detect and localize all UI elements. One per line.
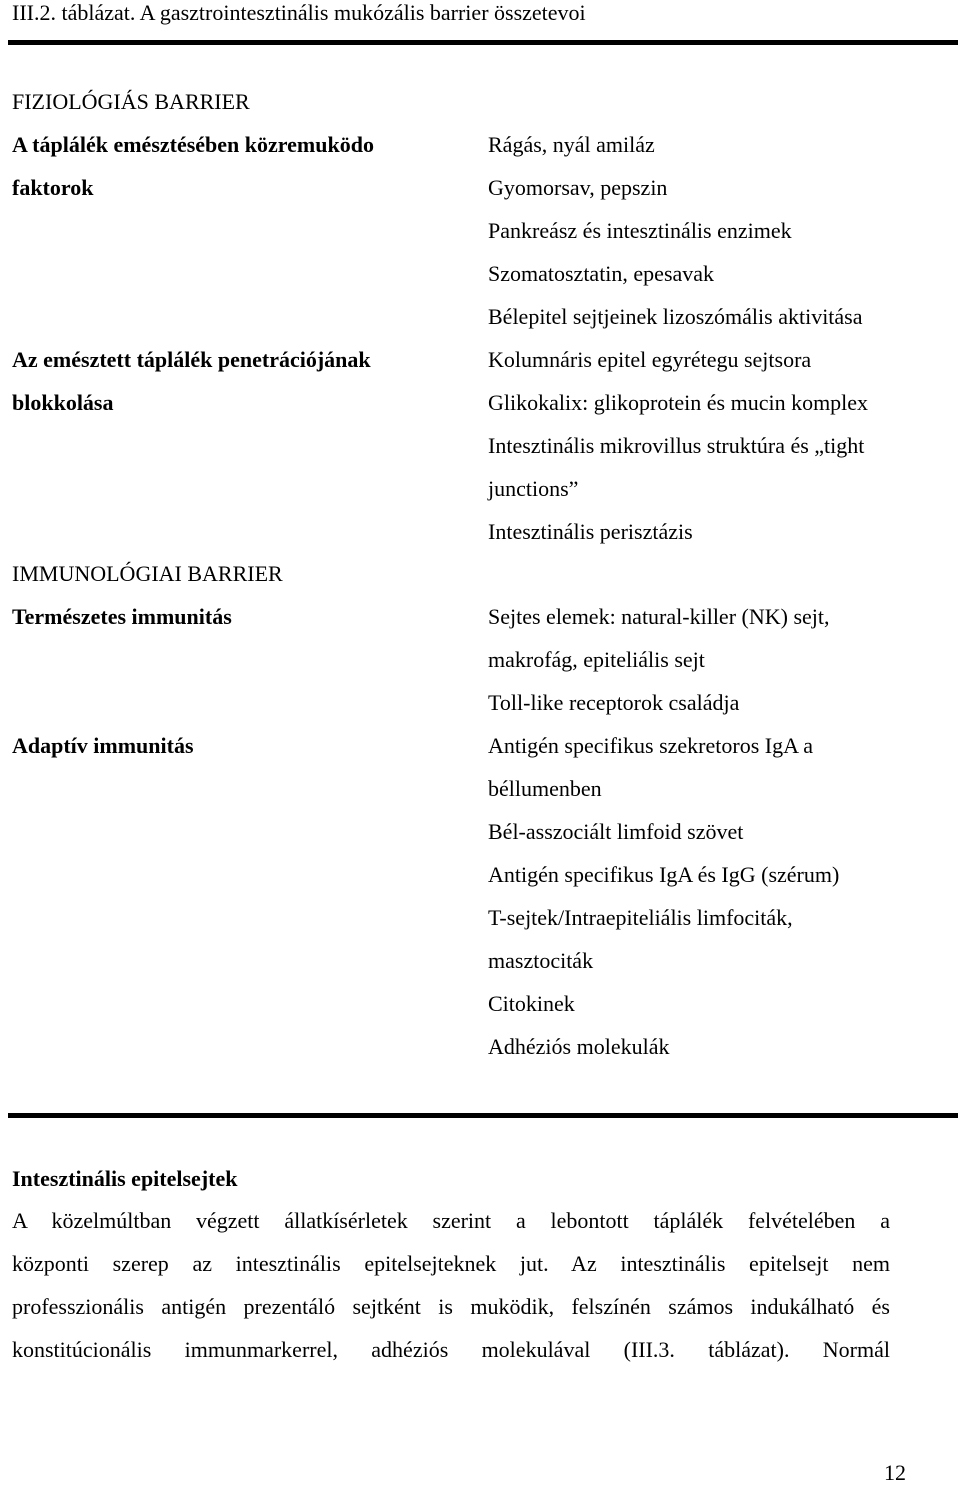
list-item: Glikokalix: glikoprotein és mucin komplex — [488, 390, 869, 415]
table-bottom-rule — [8, 1113, 958, 1118]
list-item: Pankreász és intesztinális enzimek — [488, 218, 792, 243]
innate-immunity-label — [12, 595, 472, 638]
list-item: junctions” — [488, 476, 579, 501]
list-item: Antigén specifikus szekretoros IgA a — [488, 733, 814, 758]
adaptive-immunity-label — [12, 724, 472, 767]
page-number: 12 — [884, 1460, 906, 1485]
list-item: Citokinek — [488, 991, 575, 1016]
innate-immunity-items — [488, 595, 948, 724]
list-item: Adhéziós molekulák — [488, 1034, 670, 1059]
list-item: Bélepitel sejtjeinek lizoszómális aktivitása — [488, 304, 863, 329]
list-item: Kolumnáris epitel egyrétegu sejtsora — [488, 347, 812, 372]
list-item: Rágás, nyál amiláz — [488, 132, 655, 157]
paragraph-line: A közelmúltban végzett állatkísérletek szerint a lebontott táplálék felvételében a — [12, 1208, 890, 1233]
list-item: Gyomorsav, pepszin — [488, 175, 668, 200]
penetration-blocking-label — [12, 338, 472, 424]
adaptive-immunity-items — [488, 724, 948, 1068]
list-item: Bél-asszociált limfoid szövet — [488, 819, 744, 844]
group-label-line: Adaptív immunitás — [12, 733, 194, 758]
group-label-line: Az emésztett táplálék penetrációjának — [12, 347, 371, 372]
physiological-heading: FIZIOLÓGIÁS BARRIER — [12, 89, 250, 114]
table-caption — [12, 0, 586, 33]
group-label-line: blokkolása — [12, 390, 114, 415]
barrier-table — [12, 80, 952, 1080]
list-item: Intesztinális perisztázis — [488, 519, 693, 544]
table-caption-number: III.2. táblázat. — [12, 0, 136, 25]
list-item: T-sejtek/Intraepiteliális limfociták, — [488, 905, 793, 930]
table-caption-title: A gasztrointesztinális mukózális barrier összetevoi — [139, 0, 586, 25]
list-item: Antigén specifikus IgA és IgG (szérum) — [488, 862, 840, 887]
paragraph-line: konstitúcionális immunmarkerrel, adhéziós molekulával (III.3. táblázat). Normál — [12, 1337, 890, 1362]
list-item: Sejtes elemek: natural-killer (NK) sejt, — [488, 604, 830, 629]
group-label-line: Természetes immunitás — [12, 604, 232, 629]
section-heading: Intesztinális epitelsejtek — [12, 1166, 238, 1191]
list-item: Szomatosztatin, epesavak — [488, 261, 715, 286]
immunological-heading: IMMUNOLÓGIAI BARRIER — [12, 561, 283, 586]
list-item: Intesztinális mikrovillus struktúra és „tight — [488, 433, 865, 458]
paragraph-line: központi szerep az intesztinális epitelsejteknek jut. Az intesztinális epitelsejt nem — [12, 1251, 890, 1276]
group-label-line: A táplálék emésztésében közremuködo — [12, 132, 374, 157]
digestion-factors-items — [488, 123, 948, 338]
penetration-blocking-items — [488, 338, 948, 553]
table-top-rule — [8, 40, 958, 45]
body-paragraph — [12, 1199, 890, 1371]
list-item: Toll-like receptorok családja — [488, 690, 740, 715]
list-item: béllumenben — [488, 776, 602, 801]
group-label-line: faktorok — [12, 175, 94, 200]
list-item: masztociták — [488, 948, 594, 973]
list-item: makrofág, epiteliális sejt — [488, 647, 705, 672]
digestion-factors-label — [12, 123, 472, 209]
paragraph-line: professzionális antigén prezentáló sejtként is muködik, felszínén számos indukálható és — [12, 1294, 890, 1319]
